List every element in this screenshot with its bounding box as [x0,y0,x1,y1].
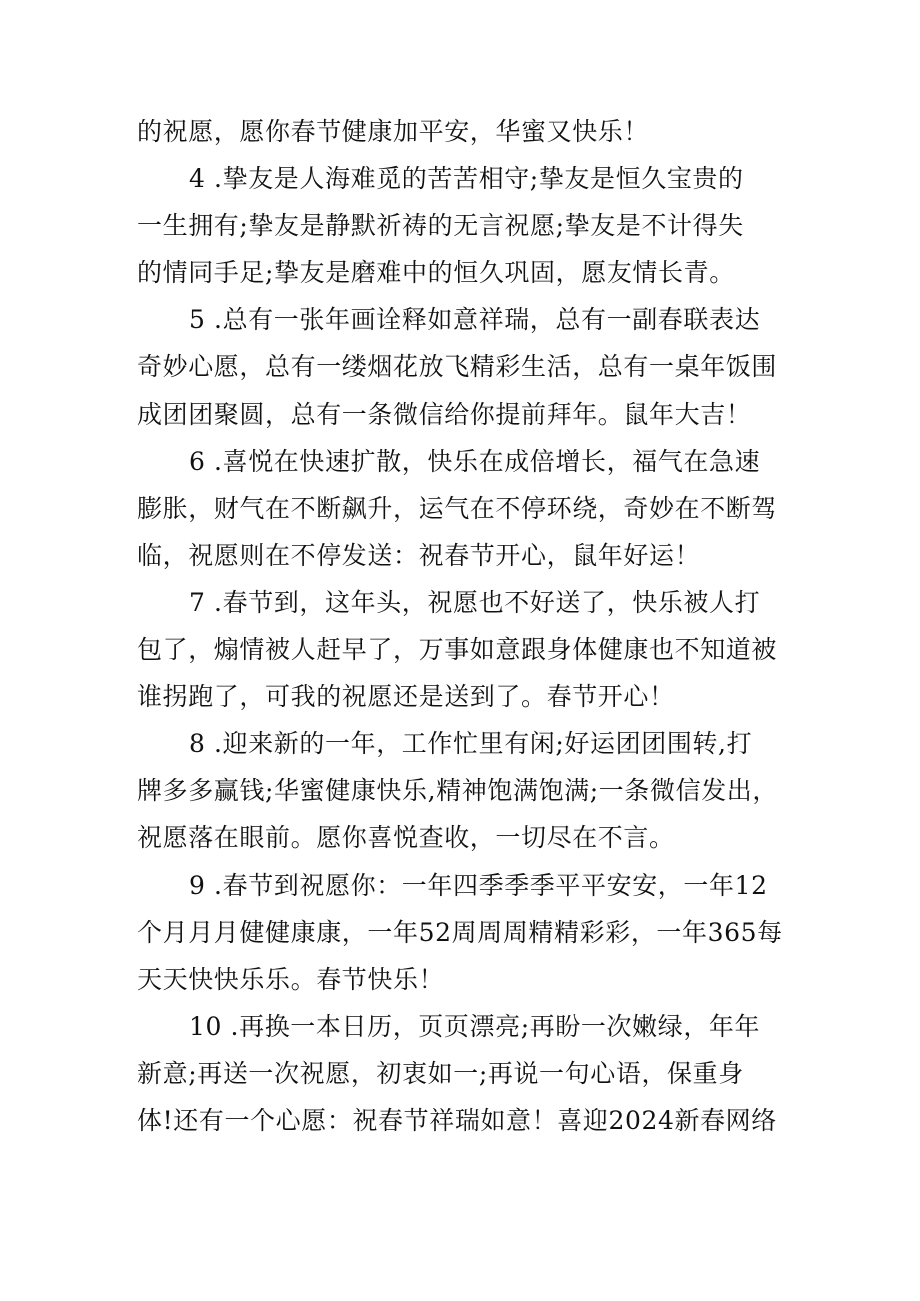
text-line: 4 .挚友是人海难觅的苦苦相守;挚友是恒久宝贵的 [189,164,744,194]
text-line: 6 .喜悦在快速扩散，快乐在成倍增长，福气在急速 [189,446,761,476]
text-line: 的情同手足;挚友是磨难中的恒久巩固，愿友情长青。 [137,258,735,288]
text-line: 奇妙心愿，总有一缕烟花放飞精彩生活，总有一桌年饭围 [137,352,778,382]
text-line: 7 .春节到，这年头，祝愿也不好送了，快乐被人打 [189,587,761,617]
text-line: 牌多多赢钱;华蜜健康快乐,精神饱满饱满;一条微信发出， [137,776,778,806]
text-line: 临，祝愿则在不停发送：祝春节开心，鼠年好运！ [137,540,701,570]
text-line: 祝愿落在眼前。愿你喜悦查收，一切尽在不言。 [137,823,675,853]
text-line: 包了，煽情被人赶早了，万事如意跟身体健康也不知道被 [137,635,778,665]
text-line: 体!还有一个心愿：祝春节祥瑞如意！喜迎2024新春网络 [137,1105,777,1135]
text-line: 5 .总有一张年画诠释如意祥瑞，总有一副春联表达 [189,305,761,335]
text-line: 10 .再换一本日历，页页漂亮;再盼一次嫩绿，年年 [189,1011,761,1041]
document-body [137,108,797,1144]
text-line: 膨胀，财气在不断飙升，运气在不停环绕，奇妙在不断驾 [137,493,778,523]
text-line: 的祝愿，愿你春节健康加平安，华蜜又快乐！ [137,117,650,146]
text-line: 一生拥有;挚友是静默祈祷的无言祝愿;挚友是不计得失 [137,211,744,241]
text-line: 新意;再送一次祝愿，初衷如一;再说一句心语，保重身 [137,1058,744,1088]
text-line: 谁拐跑了，可我的祝愿还是送到了。春节开心！ [137,682,675,712]
text-line: 天天快快乐乐。春节快乐！ [137,964,445,994]
text-line: 9 .春节到祝愿你：一年四季季季平平安安，一年12 [189,870,768,900]
text-line: 8 .迎来新的一年，工作忙里有闲;好运团团围转,打 [189,729,753,759]
text-line: 个月月月健健康康，一年52周周周精精彩彩，一年365每 [137,917,783,947]
text-line: 成团团聚圆，总有一条微信给你提前拜年。鼠年大吉！ [137,399,752,429]
